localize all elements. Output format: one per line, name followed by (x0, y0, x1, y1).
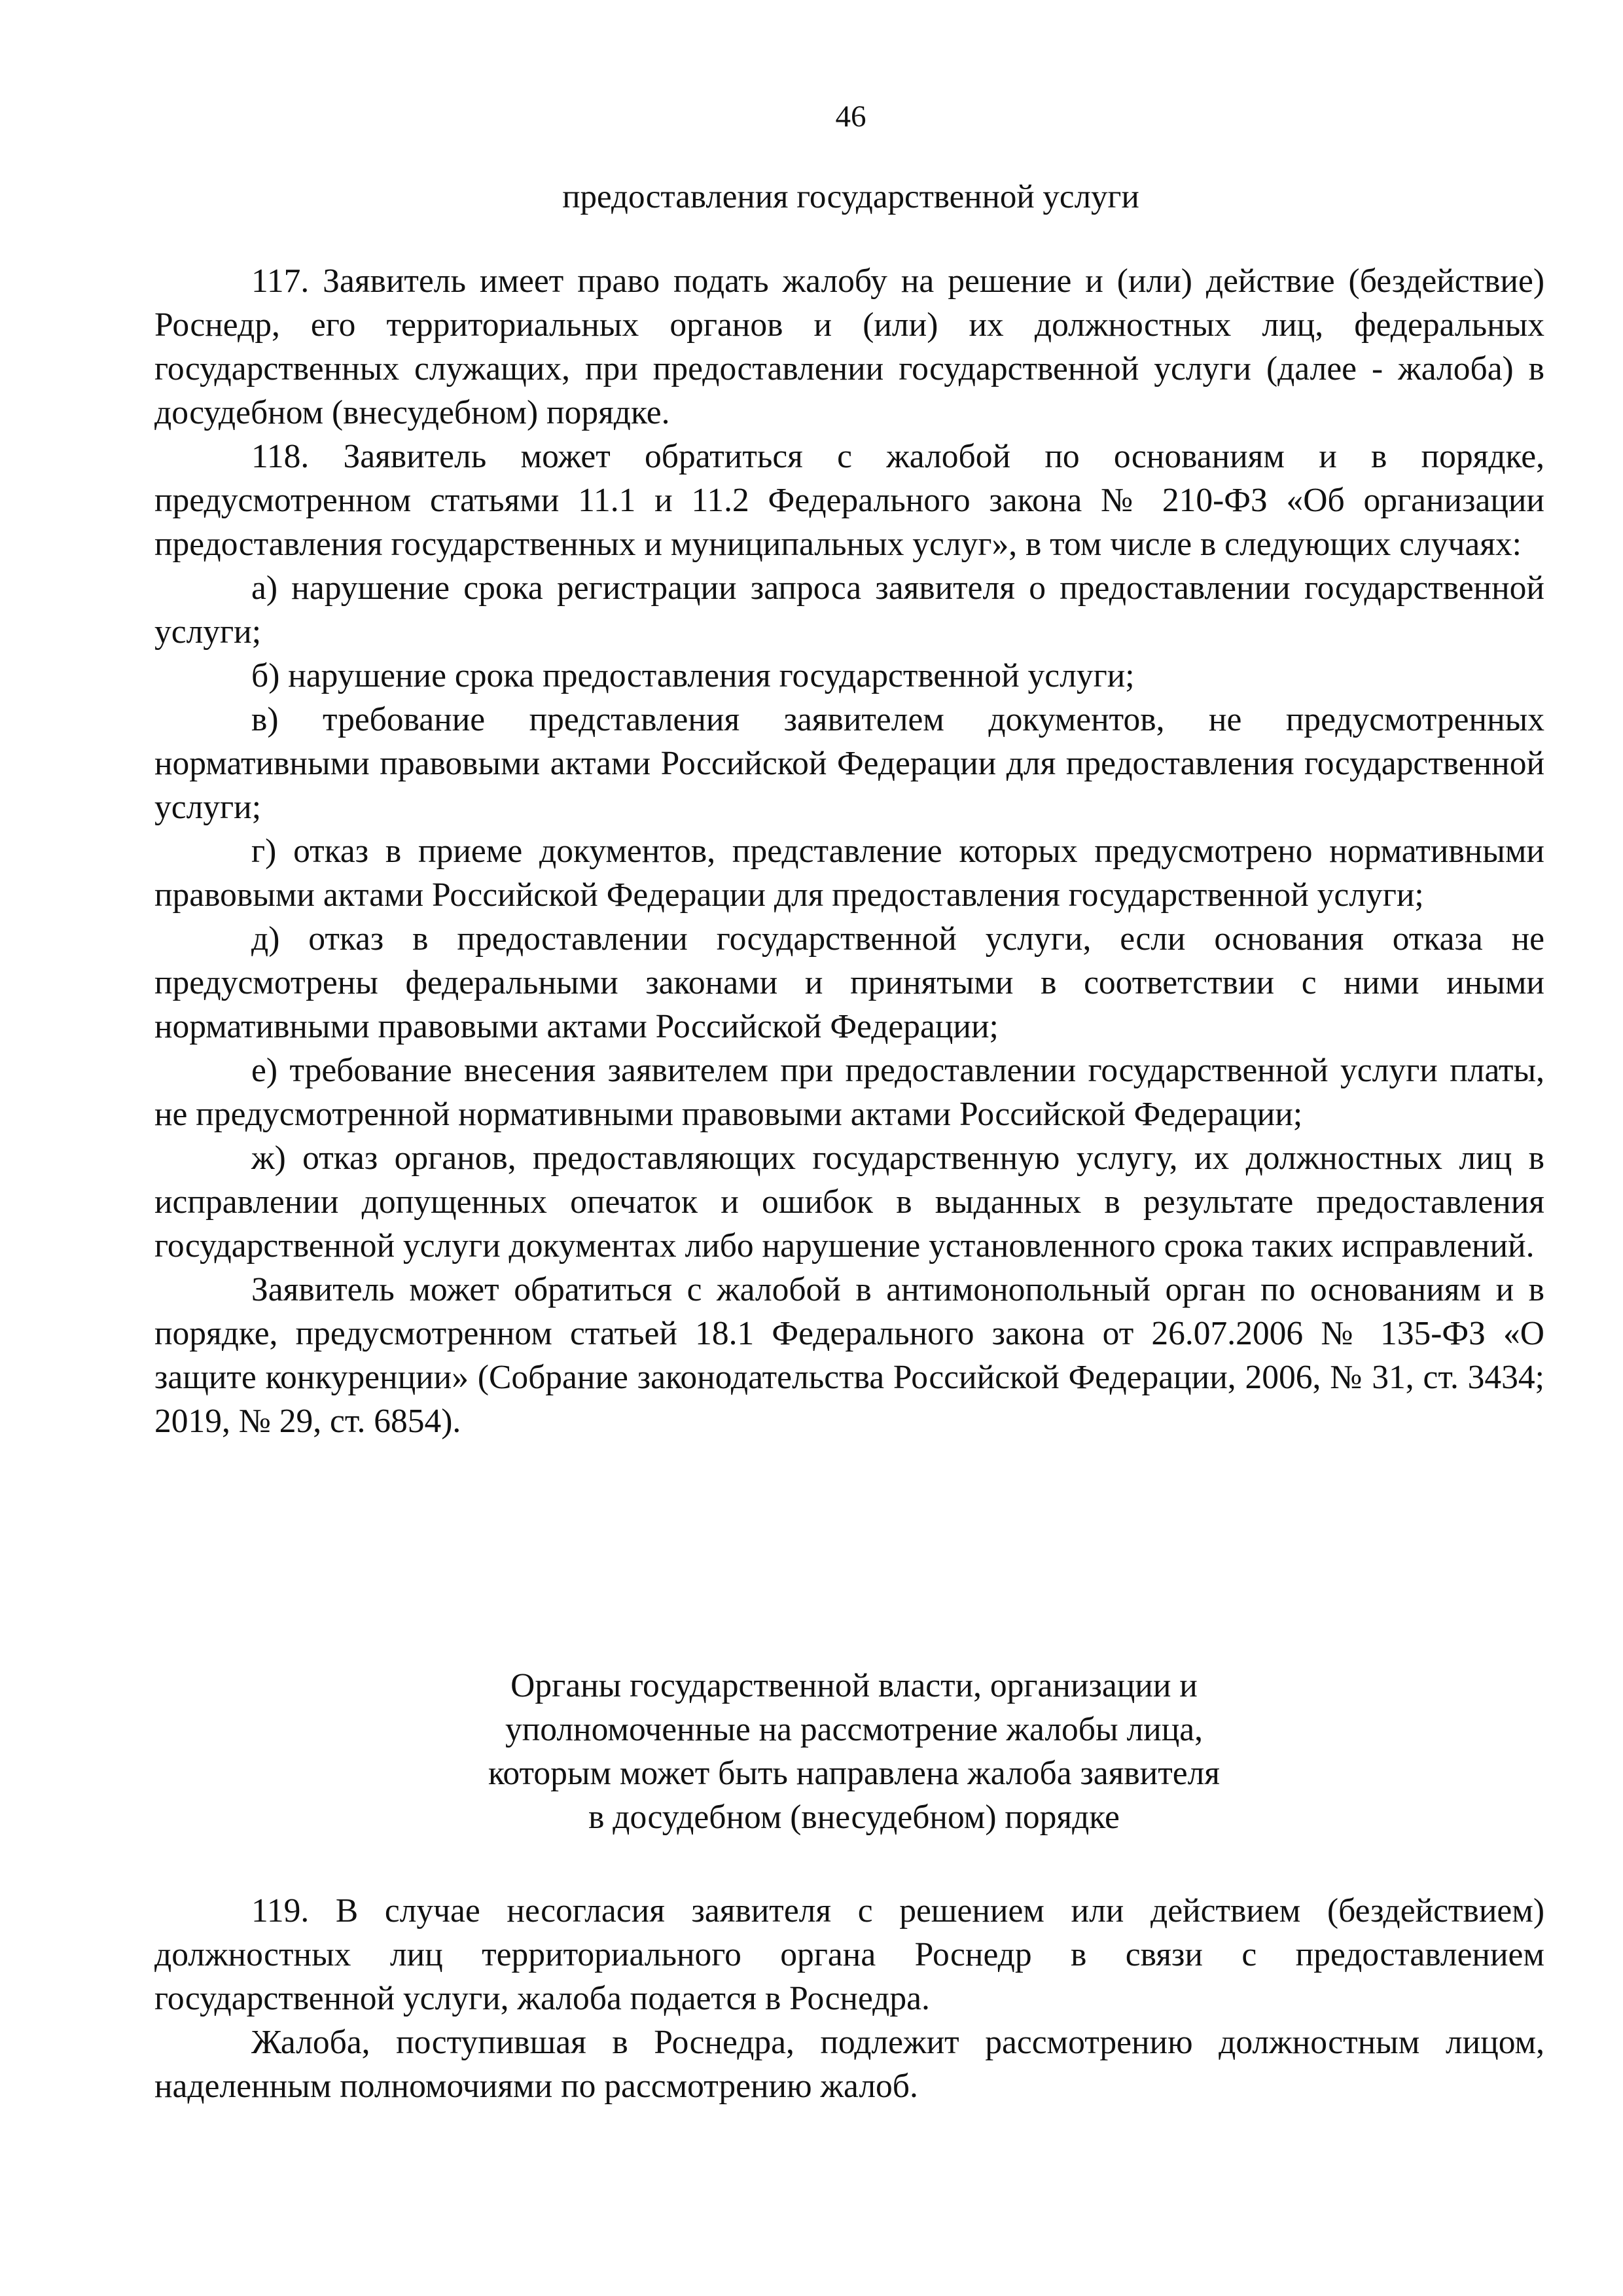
paragraph-119: 119. В случае несогласия заявителя с решением или действием (бездействием) должностных лиц территориального органа Роснедр в связи с предоставлением государственной услуги, жалоба подается в Роснедра. (154, 1892, 1544, 2017)
page-number: 46 (835, 99, 866, 134)
list-item-zh: ж) отказ органов, предоставляющих государственную услугу, их должностных лиц в исправлении допущенных опечаток и ошибок в выданных в результате предоставления государственной услуги документах либо нарушение установленного срока таких исправлений. (154, 1139, 1544, 1265)
paragraph-117: 117. Заявитель имеет право подать жалобу на решение и (или) действие (бездействие) Роснедр, его территориальных органов и (или) их должностных лиц, федеральных государственных служащих, при предоставлении государственной услуги (далее - жалоба) в досудебном (внесудебном) порядке. (154, 262, 1544, 431)
list-item-v: в) требование представления заявителем документов, не предусмотренных нормативными правовыми актами Российской Федерации для предоставления государственной услуги; (154, 701, 1544, 826)
paragraph-118: 118. Заявитель может обратиться с жалобой по основаниям и в порядке, предусмотренном статьями 11.1 и 11.2 Федерального закона № 210-ФЗ «Об организации предоставления государственных и муниципальных услуг», в том числе в следующих случаях: (154, 438, 1544, 563)
paragraph-complaint-review: Жалоба, поступившая в Роснедра, подлежит рассмотрению должностным лицом, наделенным полномочиями по рассмотрению жалоб. (154, 2024, 1544, 2105)
section-heading-line: в досудебном (внесудебном) порядке (588, 1799, 1120, 1836)
list-item-d: д) отказ в предоставлении государственной услуги, если основания отказа не предусмотрены федеральными законами и принятыми в соответствии с ними иными нормативными правовыми актами Российской Федерации; (154, 920, 1544, 1045)
section-heading-line: которым может быть направлена жалоба заявителя (488, 1755, 1220, 1792)
body-text-2 (154, 1889, 1544, 2108)
list-item-g: г) отказ в приеме документов, представление которых предусмотрено нормативными правовыми актами Российской Федерации для предоставления государственной услуги; (154, 833, 1544, 914)
body-text (154, 259, 1544, 1443)
running-head: предоставления государственной услуги (562, 179, 1139, 215)
section-heading-line: Органы государственной власти, организации и (510, 1667, 1198, 1704)
list-item-a: а) нарушение срока регистрации запроса заявителя о предоставлении государственной услуги; (154, 569, 1544, 651)
section-heading-line: уполномоченные на рассмотрение жалобы лица, (505, 1711, 1204, 1748)
list-item-e: е) требование внесения заявителем при предоставлении государственной услуги платы, не предусмотренной нормативными правовыми актами Российской Федерации; (154, 1052, 1544, 1133)
section-heading (0, 1664, 1623, 1839)
list-item-b: б) нарушение срока предоставления государственной услуги; (251, 657, 1135, 694)
paragraph-antimonopoly: Заявитель может обратиться с жалобой в антимонопольный орган по основаниям и в порядке, предусмотренном статьей 18.1 Федерального закона от 26.07.2006 № 135-ФЗ «О защите конкуренции» (Собрание законодательства Российской Федерации, 2006, № 31, ст. 3434; 2019, № 29, ст. 6854). (154, 1271, 1544, 1440)
